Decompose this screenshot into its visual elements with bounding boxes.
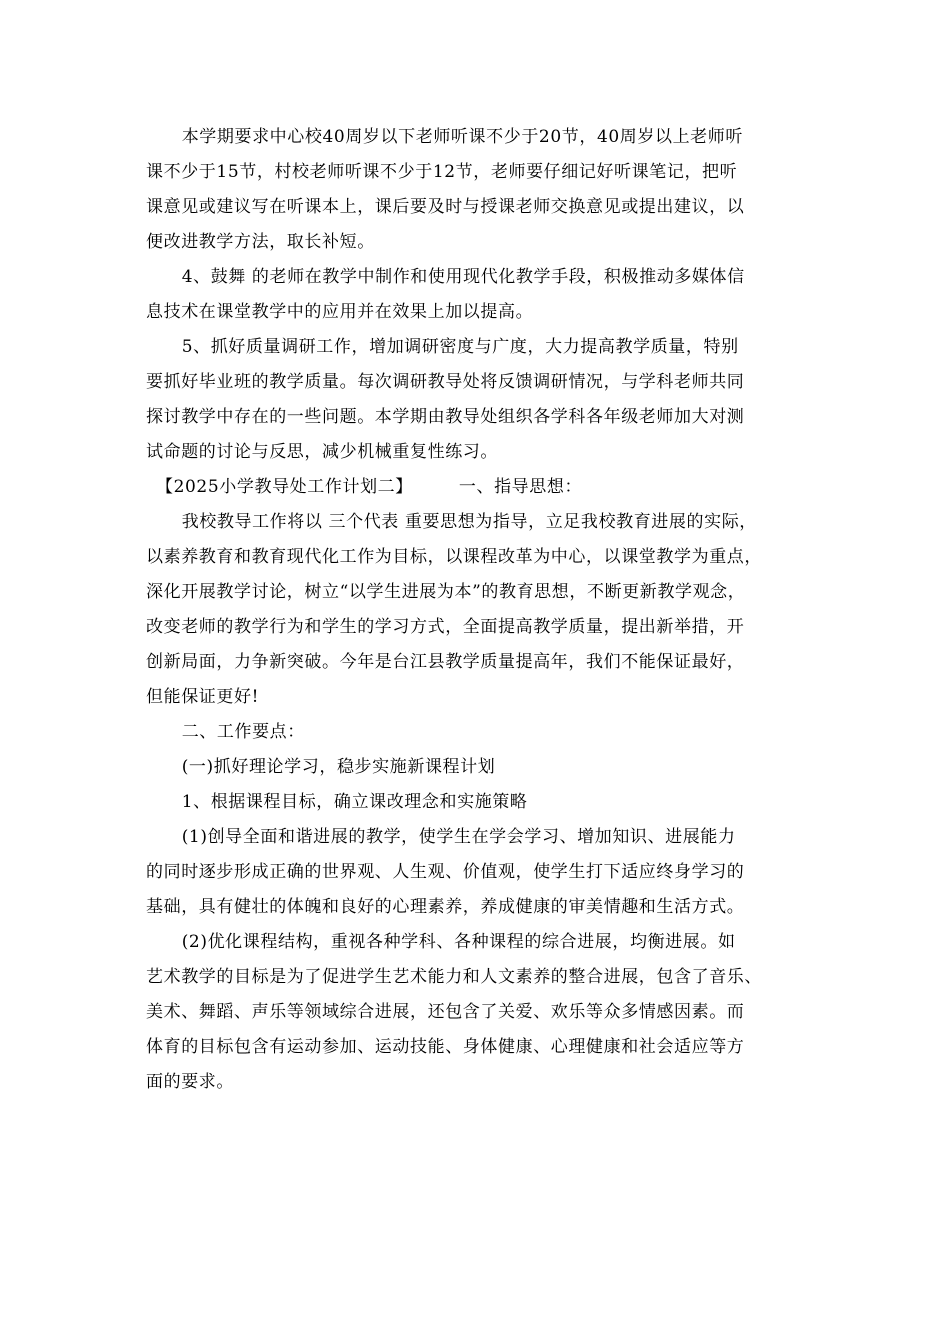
document-body	[146, 120, 816, 1100]
text-line: 改变老师的教学行为和学生的学习方式，全面提高教学质量，提出新举措，开	[146, 617, 745, 637]
text-line: 课意见或建议写在听课本上，课后要及时与授课老师交换意见或提出建议，以	[146, 197, 745, 217]
text-line: 我校教导工作将以 三个代表 重要思想为指导，立足我校教育进展的实际，	[181, 512, 757, 532]
text-line: 要抓好毕业班的教学质量。每次调研教导处将反馈调研情况，与学科老师共同	[146, 372, 745, 392]
text-line: 艺术教学的目标是为了促进学生艺术能力和人文素养的整合进展，包含了音乐、	[146, 967, 762, 987]
heading-work-points	[146, 715, 816, 750]
text-line: 便改进教学方法，取长补短。	[146, 232, 375, 252]
text-line: 探讨教学中存在的一些问题。本学期由教导处组织各学科各年级老师加大对测	[146, 407, 745, 427]
text-line: (2)优化课程结构，重视各种学科、各种课程的综合进展，均衡进展。如	[181, 932, 736, 952]
section-title: 【2025小学教导处工作计划二】	[156, 477, 413, 497]
text-line: 面的要求。	[146, 1072, 234, 1092]
text-line: 1、根据课程目标，确立课改理念和实施策略	[181, 792, 528, 812]
text-line: 课不少于15节，村校老师听课不少于12节，老师要仔细记好听课笔记，把听	[146, 162, 738, 182]
text-line: 基础，具有健壮的体魄和良好的心理素养，养成健康的审美情趣和生活方式。	[146, 897, 745, 917]
text-line: 创新局面，力争新突破。今年是台江县教学质量提高年，我们不能保证最好，	[146, 652, 745, 672]
text-line: 5、抓好质量调研工作，增加调研密度与广度，大力提高教学质量，特别	[181, 337, 739, 357]
section-heading: 一、指导思想：	[458, 477, 583, 497]
text-line: 的同时逐步形成正确的世界观、人生观、价值观，使学生打下适应终身学习的	[146, 862, 745, 882]
text-line: 试命题的讨论与反思，减少机械重复性练习。	[146, 442, 498, 462]
paragraph-item-4	[146, 260, 816, 330]
text-line: 本学期要求中心校40周岁以下老师听课不少于20节，40周岁以上老师听	[181, 127, 743, 147]
heading-theory-study	[146, 750, 816, 785]
text-line: 二、工作要点：	[181, 722, 305, 742]
section-heading-row	[146, 470, 816, 505]
text-line: 4、鼓舞 的老师在教学中制作和使用现代化教学手段，积极推动多媒体信	[181, 267, 745, 287]
text-line: (一)抓好理论学习，稳步实施新课程计划	[181, 757, 496, 777]
text-line: 体育的目标包含有运动参加、运动技能、身体健康、心理健康和社会适应等方	[146, 1037, 745, 1057]
paragraph-guiding-thought	[146, 505, 816, 715]
text-line: 美术、舞蹈、声乐等领域综合进展，还包含了关爱、欢乐等众多情感因素。而	[146, 1002, 745, 1022]
text-line: 息技术在课堂教学中的应用并在效果上加以提高。	[146, 302, 534, 322]
paragraph-item-1-harmony	[146, 820, 816, 925]
paragraph-item-2-structure	[146, 925, 816, 1100]
text-line: 以素养教育和教育现代化工作为目标，以课程改革为中心，以课堂教学为重点，	[146, 547, 762, 567]
text-line: (1)创导全面和谐进展的教学，使学生在学会学习、增加知识、进展能力	[181, 827, 736, 847]
paragraph-lecture-requirements	[146, 120, 816, 260]
text-line: 深化开展教学讨论，树立“以学生进展为本”的教育思想，不断更新教学观念，	[146, 582, 746, 602]
heading-curriculum-goals	[146, 785, 816, 820]
text-line: 但能保证更好!	[146, 687, 260, 707]
paragraph-item-5	[146, 330, 816, 470]
